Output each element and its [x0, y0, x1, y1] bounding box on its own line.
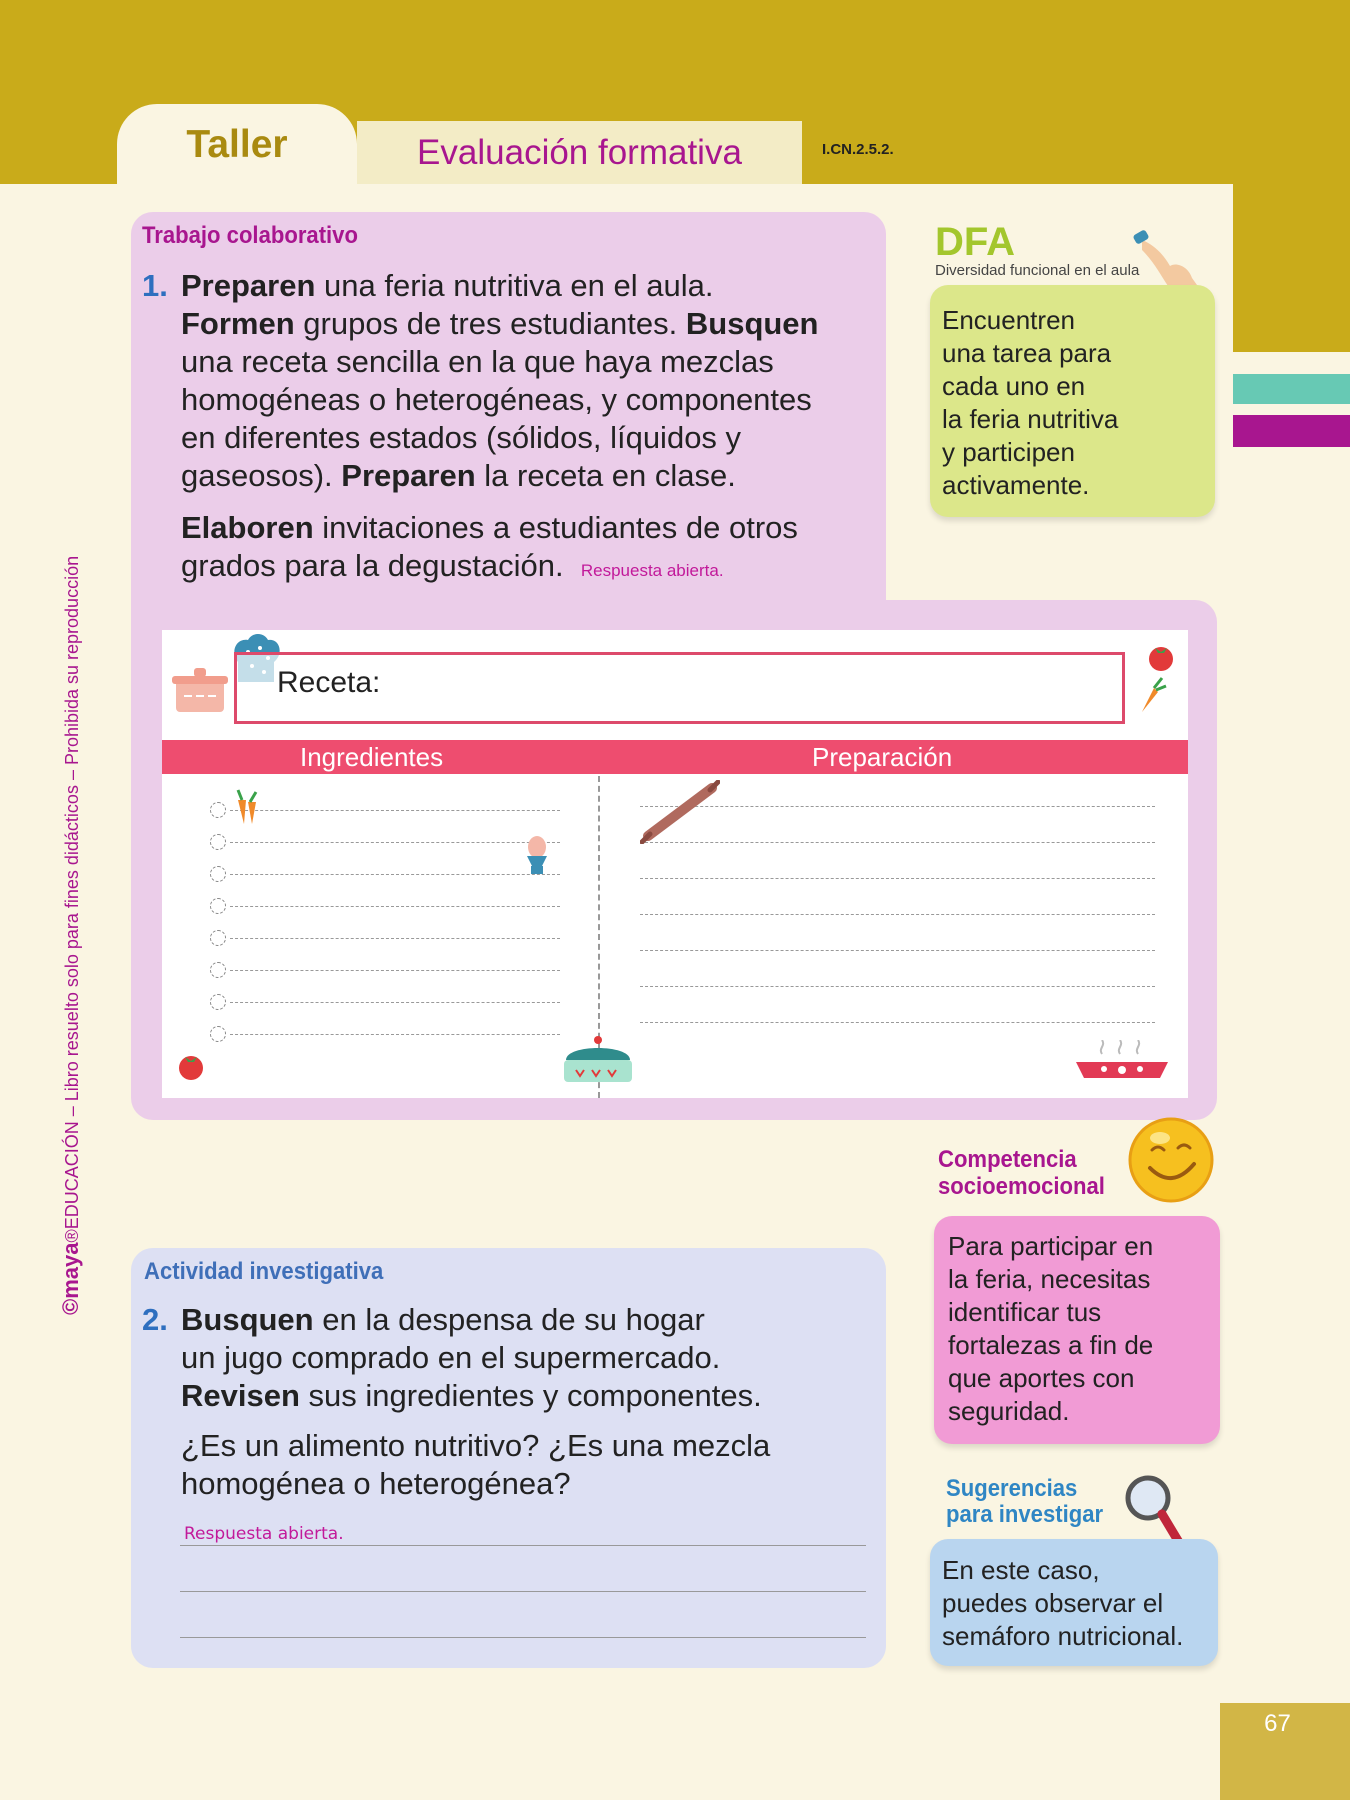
answer-line — [180, 1545, 866, 1546]
recipe-title-label: Receta: — [277, 666, 381, 699]
instruction-line: homogéneas o heterogéneas, y componentes — [181, 382, 812, 417]
dfa-text-line: una tarea para — [942, 338, 1112, 368]
competencia-text-line: seguridad. — [948, 1396, 1070, 1426]
smiley-icon — [1126, 1116, 1216, 1204]
competencia-text-line: que aportes con — [948, 1363, 1135, 1393]
item-number-1: 1. — [142, 268, 168, 303]
instruction-line: un jugo comprado en el supermercado. — [181, 1340, 721, 1375]
competencia-text-line: fortalezas a fin de — [948, 1330, 1154, 1360]
tomato-icon — [1144, 642, 1178, 672]
competencia-text-line: identificar tus — [948, 1297, 1102, 1327]
preparation-line — [640, 986, 1155, 987]
ingredient-line — [230, 1002, 560, 1003]
competencia-text-line: la feria, necesitas — [948, 1264, 1151, 1294]
recipe-card — [162, 630, 1188, 1098]
rolling-pin-icon — [640, 780, 720, 844]
ingredient-line — [230, 842, 560, 843]
column-preparacion: Preparación — [812, 742, 953, 772]
preparation-line — [640, 914, 1155, 915]
tomato-icon — [174, 1050, 208, 1082]
question-line-2: homogénea o heterogénea? — [181, 1466, 571, 1501]
sugerencias-text-line: En este caso, — [942, 1555, 1100, 1585]
dfa-text-line: cada uno en — [942, 371, 1086, 401]
instruction-line: gaseosos). Preparen la receta en clase. — [181, 458, 736, 493]
dfa-text-line: Encuentren — [942, 305, 1075, 335]
dfa-text-line: y participen — [942, 437, 1075, 467]
ingredient-line — [230, 970, 560, 971]
bullet-circle — [210, 866, 226, 882]
invitation-line-1: Elaboren invitaciones a estudiantes de otros — [181, 510, 798, 545]
dfa-text — [942, 304, 1212, 502]
carrot-icon — [230, 786, 264, 826]
bullet-circle — [210, 898, 226, 914]
competencia-title-line-1: Competencia — [938, 1146, 1077, 1173]
dfa-subtitle: Diversidad funcional en el aula — [935, 262, 1140, 279]
instruction-1 — [181, 267, 881, 495]
instruction-line: Busquen en la despensa de su hogar — [181, 1302, 705, 1337]
sugerencias-text — [942, 1554, 1222, 1653]
ingredient-line — [230, 1034, 560, 1035]
bullet-circle — [210, 834, 226, 850]
bullet-circle — [210, 1026, 226, 1042]
competencia-title — [938, 1146, 1105, 1200]
sugerencias-text-line: puedes observar el — [942, 1588, 1164, 1618]
instruction-line: en diferentes estados (sólidos, líquidos y — [181, 420, 742, 455]
question-line-1: ¿Es un alimento nutritivo? ¿Es una mezcla — [181, 1428, 771, 1463]
ingredient-line — [230, 810, 560, 811]
page-number: 67 — [1264, 1710, 1291, 1737]
sugerencias-text-line: semáforo nutricional. — [942, 1621, 1184, 1651]
baking-tray-icon — [1072, 1040, 1172, 1086]
preparation-line — [640, 1022, 1155, 1023]
bullet-circle — [210, 994, 226, 1010]
instruction-line: Preparen una feria nutritiva en el aula. — [181, 268, 714, 303]
tab-taller: Taller — [117, 104, 357, 186]
competencia-text — [948, 1230, 1218, 1428]
pot-icon — [170, 666, 230, 716]
answer-note-1: Respuesta abierta. — [580, 561, 724, 580]
carrot-icon — [1132, 674, 1168, 714]
ingredient-line — [230, 938, 560, 939]
preparation-line — [640, 950, 1155, 951]
competencia-text-line: Para participar en — [948, 1231, 1154, 1261]
item-number-2: 2. — [142, 1302, 168, 1337]
tab-evaluacion-formativa: Evaluación formativa — [357, 121, 802, 184]
section-label-investigativa: Actividad investigativa — [144, 1258, 384, 1285]
bullet-circle — [210, 930, 226, 946]
answer-line — [180, 1591, 866, 1592]
ingredient-line — [230, 906, 560, 907]
brand-maya: ©maya — [58, 1242, 83, 1315]
ingredient-line — [230, 874, 560, 875]
section-label-colaborativo: Trabajo colaborativo — [142, 222, 358, 249]
egg-cup-icon — [522, 834, 552, 878]
instruction-1-invitations — [181, 509, 881, 590]
dfa-title: DFA — [935, 220, 1015, 264]
instruction-2 — [181, 1301, 881, 1415]
bullet-circle — [210, 802, 226, 818]
covered-dish-icon — [560, 1034, 636, 1086]
teal-stripe — [1233, 374, 1350, 404]
instruction-line: Revisen sus ingredientes y componentes. — [181, 1378, 762, 1413]
competencia-title-line-2: socioemocional — [938, 1173, 1105, 1200]
magenta-stripe — [1233, 415, 1350, 447]
sugerencias-title-line-2: para investigar — [946, 1501, 1104, 1528]
indicator-code: I.CN.2.5.2. — [822, 141, 894, 158]
answer-line — [180, 1637, 866, 1638]
answer-note-2: Respuesta abierta. — [184, 1524, 344, 1544]
instruction-line: Formen grupos de tres estudiantes. Busquen — [181, 306, 819, 341]
preparation-line — [640, 878, 1155, 879]
copyright-text: ®EDUCACIÓN – Libro resuelto solo para fines didácticos – Prohibida su reproducción — [62, 555, 82, 1243]
dfa-text-line: activamente. — [942, 470, 1090, 500]
column-ingredientes: Ingredientes — [300, 742, 444, 772]
dfa-text-line: la feria nutritiva — [942, 404, 1119, 434]
question-2 — [181, 1427, 881, 1503]
instruction-line: una receta sencilla en la que haya mezclas — [181, 344, 774, 379]
sugerencias-title — [946, 1476, 1103, 1528]
copyright-vertical — [58, 515, 84, 1315]
invitation-line-2: grados para la degustación. Respuesta abierta. — [181, 548, 724, 583]
sugerencias-title-line-1: Sugerencias — [946, 1475, 1078, 1502]
bullet-circle — [210, 962, 226, 978]
right-band — [1233, 184, 1350, 352]
